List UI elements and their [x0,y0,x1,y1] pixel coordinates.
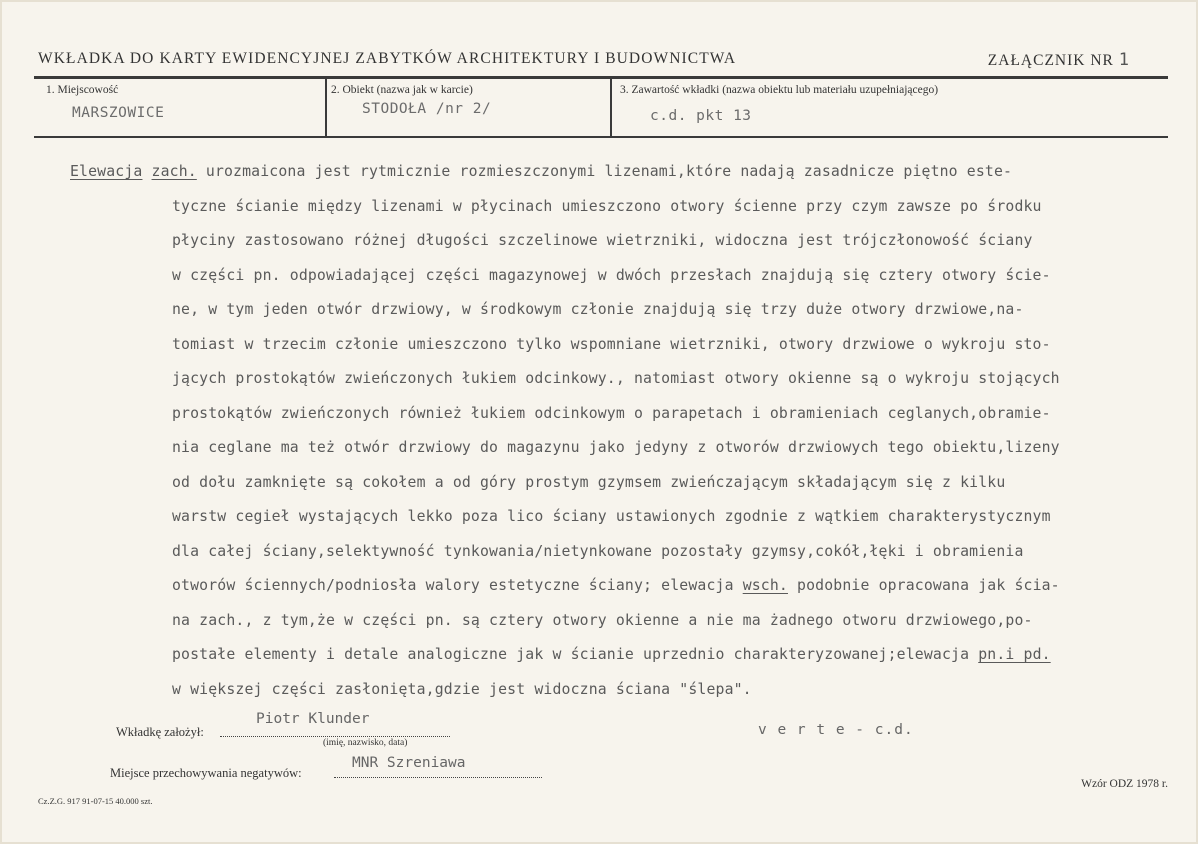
verte-note: v e r t e - c.d. [758,722,914,738]
content-label: 3. Zawartość wkładki (nazwa obiektu lub materiału uzupełniającego) [620,84,939,96]
text-line [70,638,1170,673]
annex-label-text: ZAŁĄCZNIK NR [987,52,1114,69]
text-line [70,569,1170,604]
locality-value: MARSZOWICE [72,105,165,121]
text-fragment: otworów ściennych/podniosła walory estetyczne ściany; elewacja [172,577,743,594]
field-divider-2 [610,79,612,136]
text-line: warstw cegieł wystających lekko poza lico ściany ustawionych zgodnie z wątkiem charakterystycznym [172,508,1051,525]
text-line: prostokątów zwieńczonych również łukiem odcinkowym o parapetach i obramieniach ceglanych,obramie- [172,404,1051,422]
text-line: w większej części zasłonięta,gdzie jest widoczna ściana "ślepa". [172,680,752,698]
description-text [70,155,1170,707]
model-number: Wzór ODZ 1978 r. [1081,778,1168,790]
text-underlined: pn.i pd. [978,646,1051,663]
text-line: tyczne ścianie między lizenami w płycinach umieszczono otwory ścienne przy czym zawsze po środku [172,197,1042,215]
text-line: w części pn. odpowiadającej części magazynowej w dwóch przesłach znajdują się cztery otwory ście- [172,266,1051,284]
text-line: od dołu zamknięte są cokołem a od góry prostym gzymsem zwieńczającym składającym się z kilku [172,473,1006,491]
fields-bottom-rule [34,136,1168,138]
content-value: c.d. pkt 13 [650,108,752,124]
text-line [70,155,1170,190]
text-underlined: wsch. [742,577,788,594]
text-line: nia ceglane ma też otwór drzwiowy do magazynu jako jedyny z otworów drzwiowych tego obiektu,lizeny [172,439,1060,456]
founder-value: Piotr Klunder [256,711,370,727]
text-line: ne, w tym jeden otwór drzwiowy, w środkowym członie znajdują się trzy duże otwory drzwiowe,na- [172,301,1024,318]
negatives-label: Miejsce przechowywania negatywów: [110,766,302,780]
founder-hint: (imię, nazwisko, data) [323,738,408,748]
text-fragment: urozmaicona jest rytmicznie rozmieszczonymi lizenami,które nadają zasadnicze piętno este- [196,163,1013,180]
annex-number: 1 [1118,50,1130,70]
header-rule [34,76,1168,79]
text-line: na zach., z tym,że w części pn. są cztery otwory okienne a nie ma żadnego otworu drzwiowego,po- [172,611,1033,629]
annex-label [988,50,1130,70]
text-underlined: Elewacja [70,163,143,180]
form-title: WKŁADKA DO KARTY EWIDENCYJNEJ ZABYTKÓW ARCHITEKTURY I BUDOWNICTWA [38,50,737,67]
founder-dotline [220,736,450,737]
object-label: 2. Obiekt (nazwa jak w karcie) [331,84,473,96]
text-fragment: postałe elementy i detale analogiczne jak w ścianie uprzednio charakteryzowanej;elewacja [172,646,979,663]
negatives-value: MNR Szreniawa [352,755,466,771]
locality-label: 1. Miejscowość [46,84,119,96]
negatives-dotline [334,777,542,778]
object-value: STODOŁA /nr 2/ [362,101,492,117]
print-code: Cz.Z.G. 917 91-07-15 40.000 szt. [38,796,153,806]
text-line: dla całej ściany,selektywność tynkowania/nietynkowane pozostały gzymsy,cokół,łęki i obramienia [172,542,1024,560]
text-line: jących prostokątów zwieńczonych łukiem odcinkowy., natomiast otwory okienne są o wykroju stojących [172,370,1060,387]
text-line: tomiast w trzecim członie umieszczono tylko wspomniane wietrzniki, otwory drzwiowe o wykroju sto- [172,335,1051,353]
founder-label: Wkładkę założył: [116,725,204,739]
text-line: płyciny zastosowano różnej długości szczelinowe wietrzniki, widoczna jest trójczłonowość ściany [172,232,1033,249]
field-divider-1 [325,79,327,136]
text-underlined: zach. [151,163,197,180]
text-fragment: podobnie opracowana jak ścia- [787,577,1060,594]
